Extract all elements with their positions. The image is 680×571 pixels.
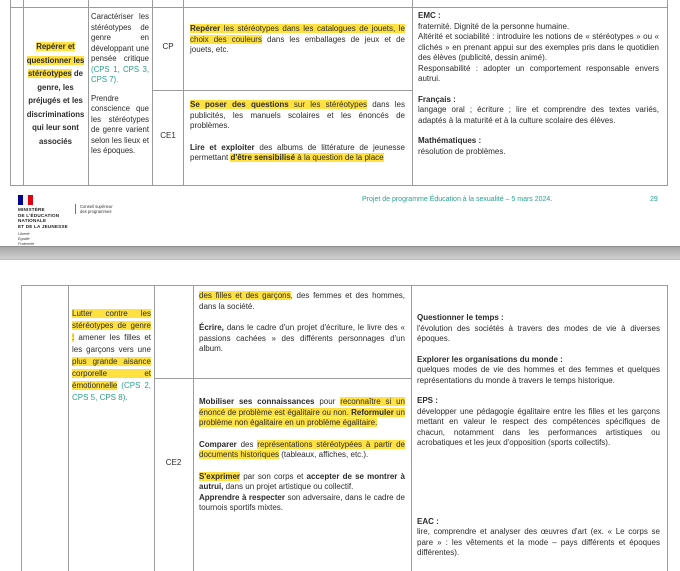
conseil-superieur-label: [75, 204, 113, 214]
links-line: Responsabilité : adopter un comportement responsable envers autrui.: [418, 63, 659, 83]
csp-line: des programmes: [80, 209, 112, 215]
table-border-line: [10, 0, 11, 185]
links-block-title: Questionner le temps :: [417, 313, 504, 322]
footer-page-number: 29: [650, 196, 658, 203]
links-block-title: Français :: [418, 94, 456, 104]
activity-paragraph: S'exprimer par son corps et accepter de se montrer à autrui, dans un projet artistique ou collectif.: [199, 471, 406, 491]
activity-paragraph: Apprendre à respecter son adversaire, dans le cadre de tournois sportifs mixtes.: [199, 492, 405, 512]
french-flag-icon: [18, 195, 33, 205]
activity-paragraph: Écrire, dans le cadre d'un projet d'écriture, le livre des « passions cachées » des différents personnages d'un album.: [199, 323, 405, 353]
links-line: quelques modes de vie des hommes et des femmes et quelques représentations du monde à travers le temps historique.: [417, 365, 660, 385]
table-border-line: [10, 185, 668, 186]
links-block-title: EMC :: [418, 11, 441, 20]
activity-paragraph: des filles et des garçons, des femmes et des hommes, dans la société.: [199, 291, 405, 311]
ministry-motto: [18, 232, 118, 246]
table-border-line: [412, 0, 413, 185]
cell-level-ce1: CE1: [160, 131, 176, 140]
links-block-questionner-temps: [417, 313, 660, 345]
table-border-line: [10, 7, 668, 8]
cell-activity-cp: Repérer les stéréotypes dans les catalogues de jouets, le choix des couleurs dans les emballages de jeux et de jouets, etc.: [190, 24, 405, 54]
links-line: langage oral ; écriture ; lire et comprendre des textes variés, adaptés à la maturité et à la culture scolaire des élèves.: [418, 105, 659, 125]
table-border-line: [193, 285, 194, 571]
activity-paragraph: Comparer des représentations stéréotypées à partir de documents historiques (tableaux, affiches, etc.).: [199, 439, 406, 459]
cell-theme-reperer: Repérer et questionner les stéréotypes de genre, les préjugés et les discriminations qui leur sont associés: [26, 42, 85, 146]
links-block-title: EPS :: [417, 396, 438, 405]
links-block-title: Mathématiques :: [418, 136, 482, 145]
table-border-line: [183, 0, 184, 185]
motto-line: Liberté: [18, 232, 30, 237]
csp-line: Conseil supérieur: [80, 204, 113, 209]
table-border-line: [154, 378, 412, 379]
links-line: l'évolution des sociétés à travers des modes de vie à diverses époques.: [417, 323, 660, 343]
table-border-line: [152, 0, 153, 185]
activity-paragraph: Se poser des questions sur les stéréotypes dans les publicités, les manuels scolaires et les énoncés de problèmes.: [190, 100, 405, 130]
ministry-name-line: DE L'ÉDUCATION: [18, 212, 60, 218]
cell-objective-lutter: Lutter contre les stéréotypes de genre : amener les filles et les garçons vers une plus grande aisance corporelle et émotionnelle (CPS 2, CPS 5, CPS 8).: [72, 309, 151, 402]
table-border-line: [21, 285, 22, 571]
cell-level-cp: CP: [162, 42, 174, 51]
ministry-name-line: MINISTÈRE: [18, 207, 45, 212]
links-line: résolution de problèmes.: [418, 146, 506, 156]
page-separator: [0, 246, 680, 260]
cell-activity-continuation: [199, 291, 405, 355]
table-border-line: [667, 0, 668, 185]
links-line: Altérité et sociabilité : introduire les notions de « stéréotypes » ou « clichés » en prenant appui sur des exemples pris dans le quotidien des élèves (publicité, dessin animé).: [418, 32, 659, 62]
cell-level-ce2: CE2: [165, 458, 182, 467]
table-border-line: [68, 285, 69, 571]
activity-paragraph: Lire et exploiter des albums de littérature de jeunesse permettant d'être sensibilisé à la question de la place: [190, 142, 405, 162]
cell-links-page1: [418, 11, 659, 157]
objective-paragraph: Caractériser les stéréotypes de genre en développant une pensée critique (CPS 1, CPS 3, CPS 7).: [91, 12, 149, 84]
ministry-logo: [18, 195, 118, 246]
links-block-organisations-monde: [417, 355, 660, 387]
table-border-line: [88, 0, 89, 185]
links-block-emc: [418, 11, 659, 85]
table-border-line: [21, 285, 668, 286]
motto-line: Fraternité: [18, 241, 35, 246]
table-border-line: [152, 90, 412, 91]
cell-activity-ce2: [199, 397, 405, 514]
cell-objectives: [91, 12, 149, 157]
motto-line: Égalité: [18, 236, 30, 241]
activity-paragraph: Mobiliser ses connaissances pour reconnaître si un énoncé de problème est égalitaire ou non. Reformuler un problème non égalitaire en un problème égalitaire.: [199, 397, 405, 427]
links-line: développer une pédagogie égalitaire entre les filles et les garçons mettant en valeur le respect des compétences spécifiques de chacun, notamment dans les performances artistiques ou acrobatiques et les jeux d'opposition (sports collectifs).: [417, 406, 660, 447]
links-line: fraternité. Dignité de la personne humaine.: [418, 21, 570, 31]
ministry-name-line: ET DE LA JEUNESSE: [18, 223, 68, 229]
links-block-eac: [417, 517, 660, 559]
links-block-francais: [418, 95, 659, 127]
table-border-line: [667, 285, 668, 571]
cell-links-page2: [417, 313, 660, 559]
table-border-line: [411, 285, 412, 571]
table-border-line: [154, 285, 155, 571]
links-block-eps: [417, 396, 660, 449]
links-block-mathematiques: [418, 136, 659, 157]
links-line: lire, comprendre et analyser des œuvres d'art (ex. « Le corps se pare » : les vêtements et la mode – pays différents et époques différentes).: [417, 527, 660, 557]
footer-document-title: Projet de programme Éducation à la sexualité – 5 mars 2024.: [362, 196, 553, 203]
links-block-title: Explorer les organisations du monde :: [417, 354, 563, 364]
objective-paragraph: Prendre conscience que les stéréotypes de genre varient selon les lieux et les époques.: [91, 93, 149, 155]
cell-activity-ce1: [190, 100, 405, 164]
links-block-title: EAC :: [417, 516, 439, 526]
ministry-name-line: NATIONALE: [18, 218, 47, 224]
